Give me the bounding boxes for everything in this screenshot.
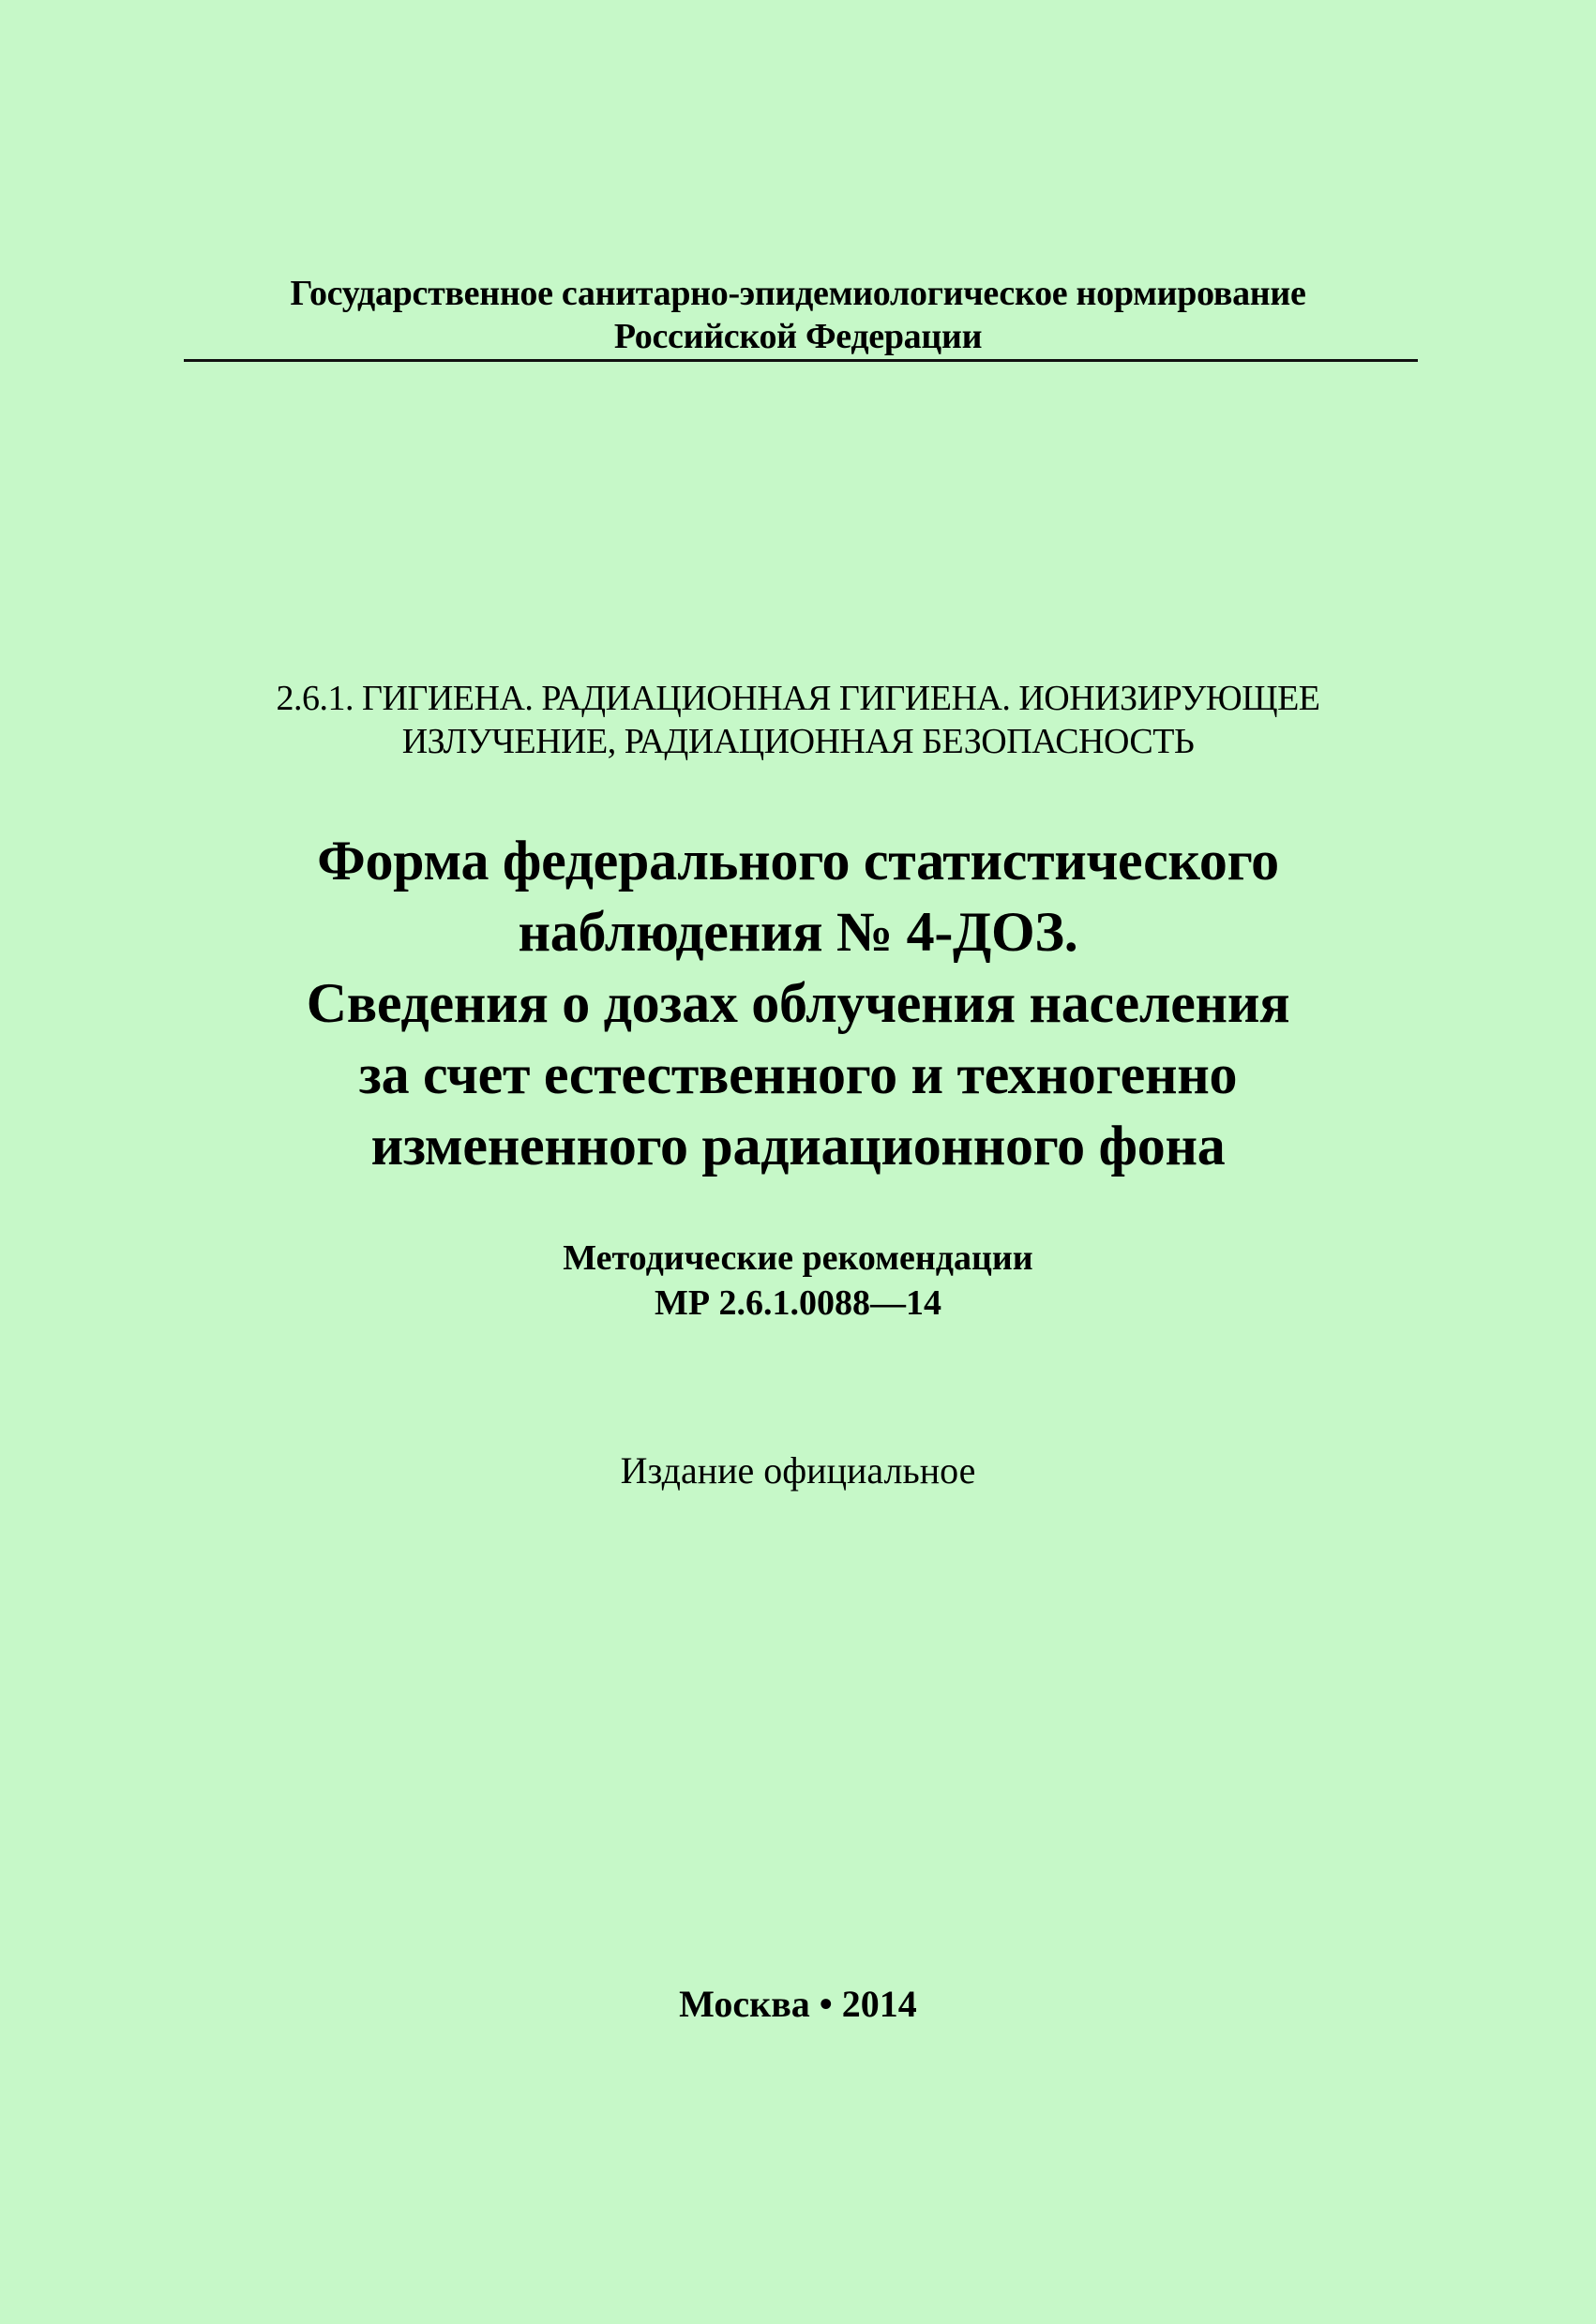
title-line-4: за счет естественного и техногенно [358,1043,1238,1105]
classification-line-1: 2.6.1. ГИГИЕНА. РАДИАЦИОННАЯ ГИГИЕНА. ИОНИЗИРУЮЩЕЕ [276,679,1320,718]
document-type [0,1236,1596,1326]
title-line-1: Форма федерального статистического [317,830,1279,892]
document-type-label: Методические рекомендации [563,1238,1033,1278]
document-title [0,825,1596,1181]
edition-note [0,1448,1596,1493]
title-line-3: Сведения о дозах облучения населения [306,972,1290,1034]
imprint-text: Москва • 2014 [679,1983,917,2025]
issuing-authority-line-2: Российской Федерации [613,317,983,356]
edition-text: Издание официальное [620,1449,976,1492]
issuing-authority-line-1: Государственное санитарно-эпидемиологическое нормирование [290,274,1306,313]
issuing-authority [0,272,1596,358]
title-line-5: измененного радиационного фона [370,1115,1226,1177]
classification-series [0,677,1596,763]
header-divider [184,359,1418,362]
imprint [0,1982,1596,2027]
document-code: МР 2.6.1.0088—14 [654,1283,942,1323]
title-line-2: наблюдения № 4-ДОЗ. [518,901,1078,963]
classification-line-2: ИЗЛУЧЕНИЕ, РАДИАЦИОННАЯ БЕЗОПАСНОСТЬ [401,722,1195,761]
